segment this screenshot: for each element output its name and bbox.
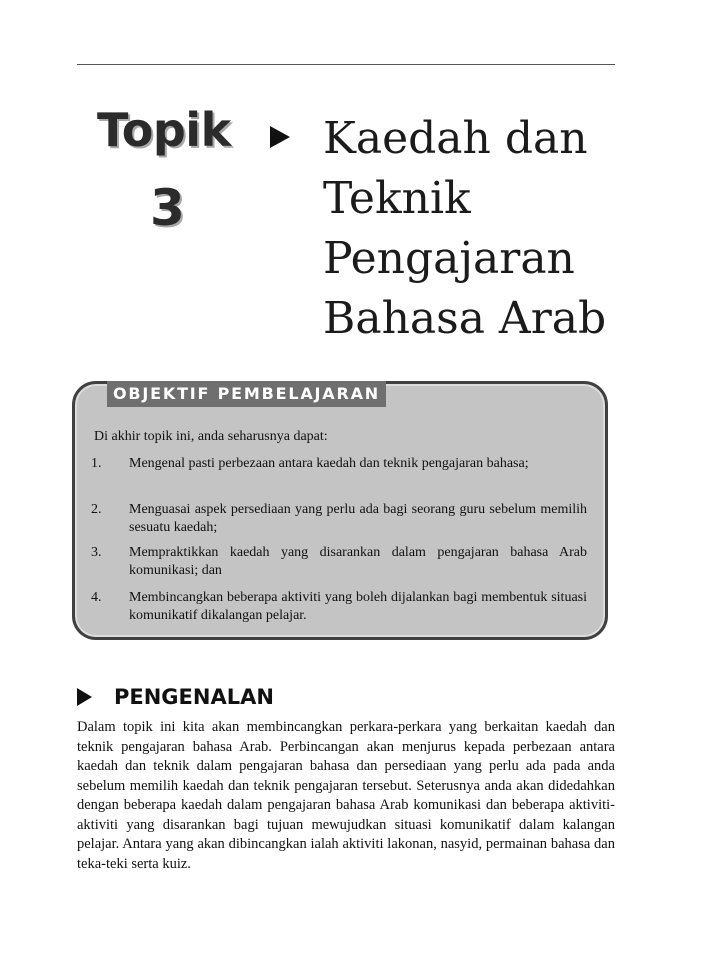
objective-text: Mempraktikkan kaedah yang disarankan dalam pengajaran bahasa Arab komunikasi; dan bbox=[129, 545, 587, 578]
objective-number: 1. bbox=[91, 456, 102, 471]
topik-number: 3 bbox=[150, 179, 185, 237]
chapter-title-line: Bahasa Arab bbox=[323, 293, 607, 344]
chapter-title bbox=[323, 109, 623, 349]
objectives-intro: Di akhir topik ini, anda seharusnya dapat: bbox=[94, 429, 328, 444]
chapter-title-line: Pengajaran bbox=[323, 233, 575, 284]
chapter-title-line: Teknik bbox=[323, 173, 471, 224]
objective-text: Membincangkan beberapa aktiviti yang boleh dijalankan bagi membentuk situasi komunikatif dikalangan pelajar. bbox=[129, 590, 587, 623]
objective-text: Menguasai aspek persediaan yang perlu ada bagi seorang guru sebelum memilih sesuatu kaedah; bbox=[129, 502, 587, 535]
objective-text: Mengenal pasti perbezaan antara kaedah dan teknik pengajaran bahasa; bbox=[129, 456, 529, 471]
intro-paragraph: Dalam topik ini kita akan membincangkan perkara-perkara yang berkaitan kaedah dan teknik pengajaran bahasa Arab. Perbincangan akan menjurus kepada perbezaan antara kaedah dan teknik dalam pengajaran bahasa dan persediaan yang perlu ada pada anda sebelum memilih kaedah dan teknik pengajaran tersebut. Seterusnya anda akan didedahkan dengan beberapa kaedah dalam pengajaran bahasa Arab komunikasi dan beberapa aktiviti-aktiviti yang disarankan bagi tujuan mewujudkan situasi komunikatif dalam kalangan pelajar. Antara yang akan dibincangkan ialah aktiviti lakonan, nasyid, permainan bahasa dan teka-teki serta kuiz. bbox=[77, 719, 615, 872]
objective-number: 4. bbox=[91, 590, 102, 605]
objective-item bbox=[91, 544, 587, 580]
section-arrow-icon bbox=[77, 688, 92, 706]
title-arrow-icon bbox=[270, 126, 290, 148]
objectives-label: OBJEKTIF PEMBELAJARAN bbox=[107, 381, 386, 407]
objective-item bbox=[91, 589, 587, 625]
top-rule bbox=[77, 64, 615, 65]
objective-item bbox=[91, 501, 587, 537]
objective-number: 3. bbox=[91, 545, 102, 560]
objective-item bbox=[91, 455, 587, 473]
section-heading: PENGENALAN bbox=[114, 685, 274, 709]
chapter-title-line: Kaedah dan bbox=[323, 113, 588, 164]
objective-number: 2. bbox=[91, 502, 102, 517]
topik-label: Topik bbox=[97, 103, 231, 157]
